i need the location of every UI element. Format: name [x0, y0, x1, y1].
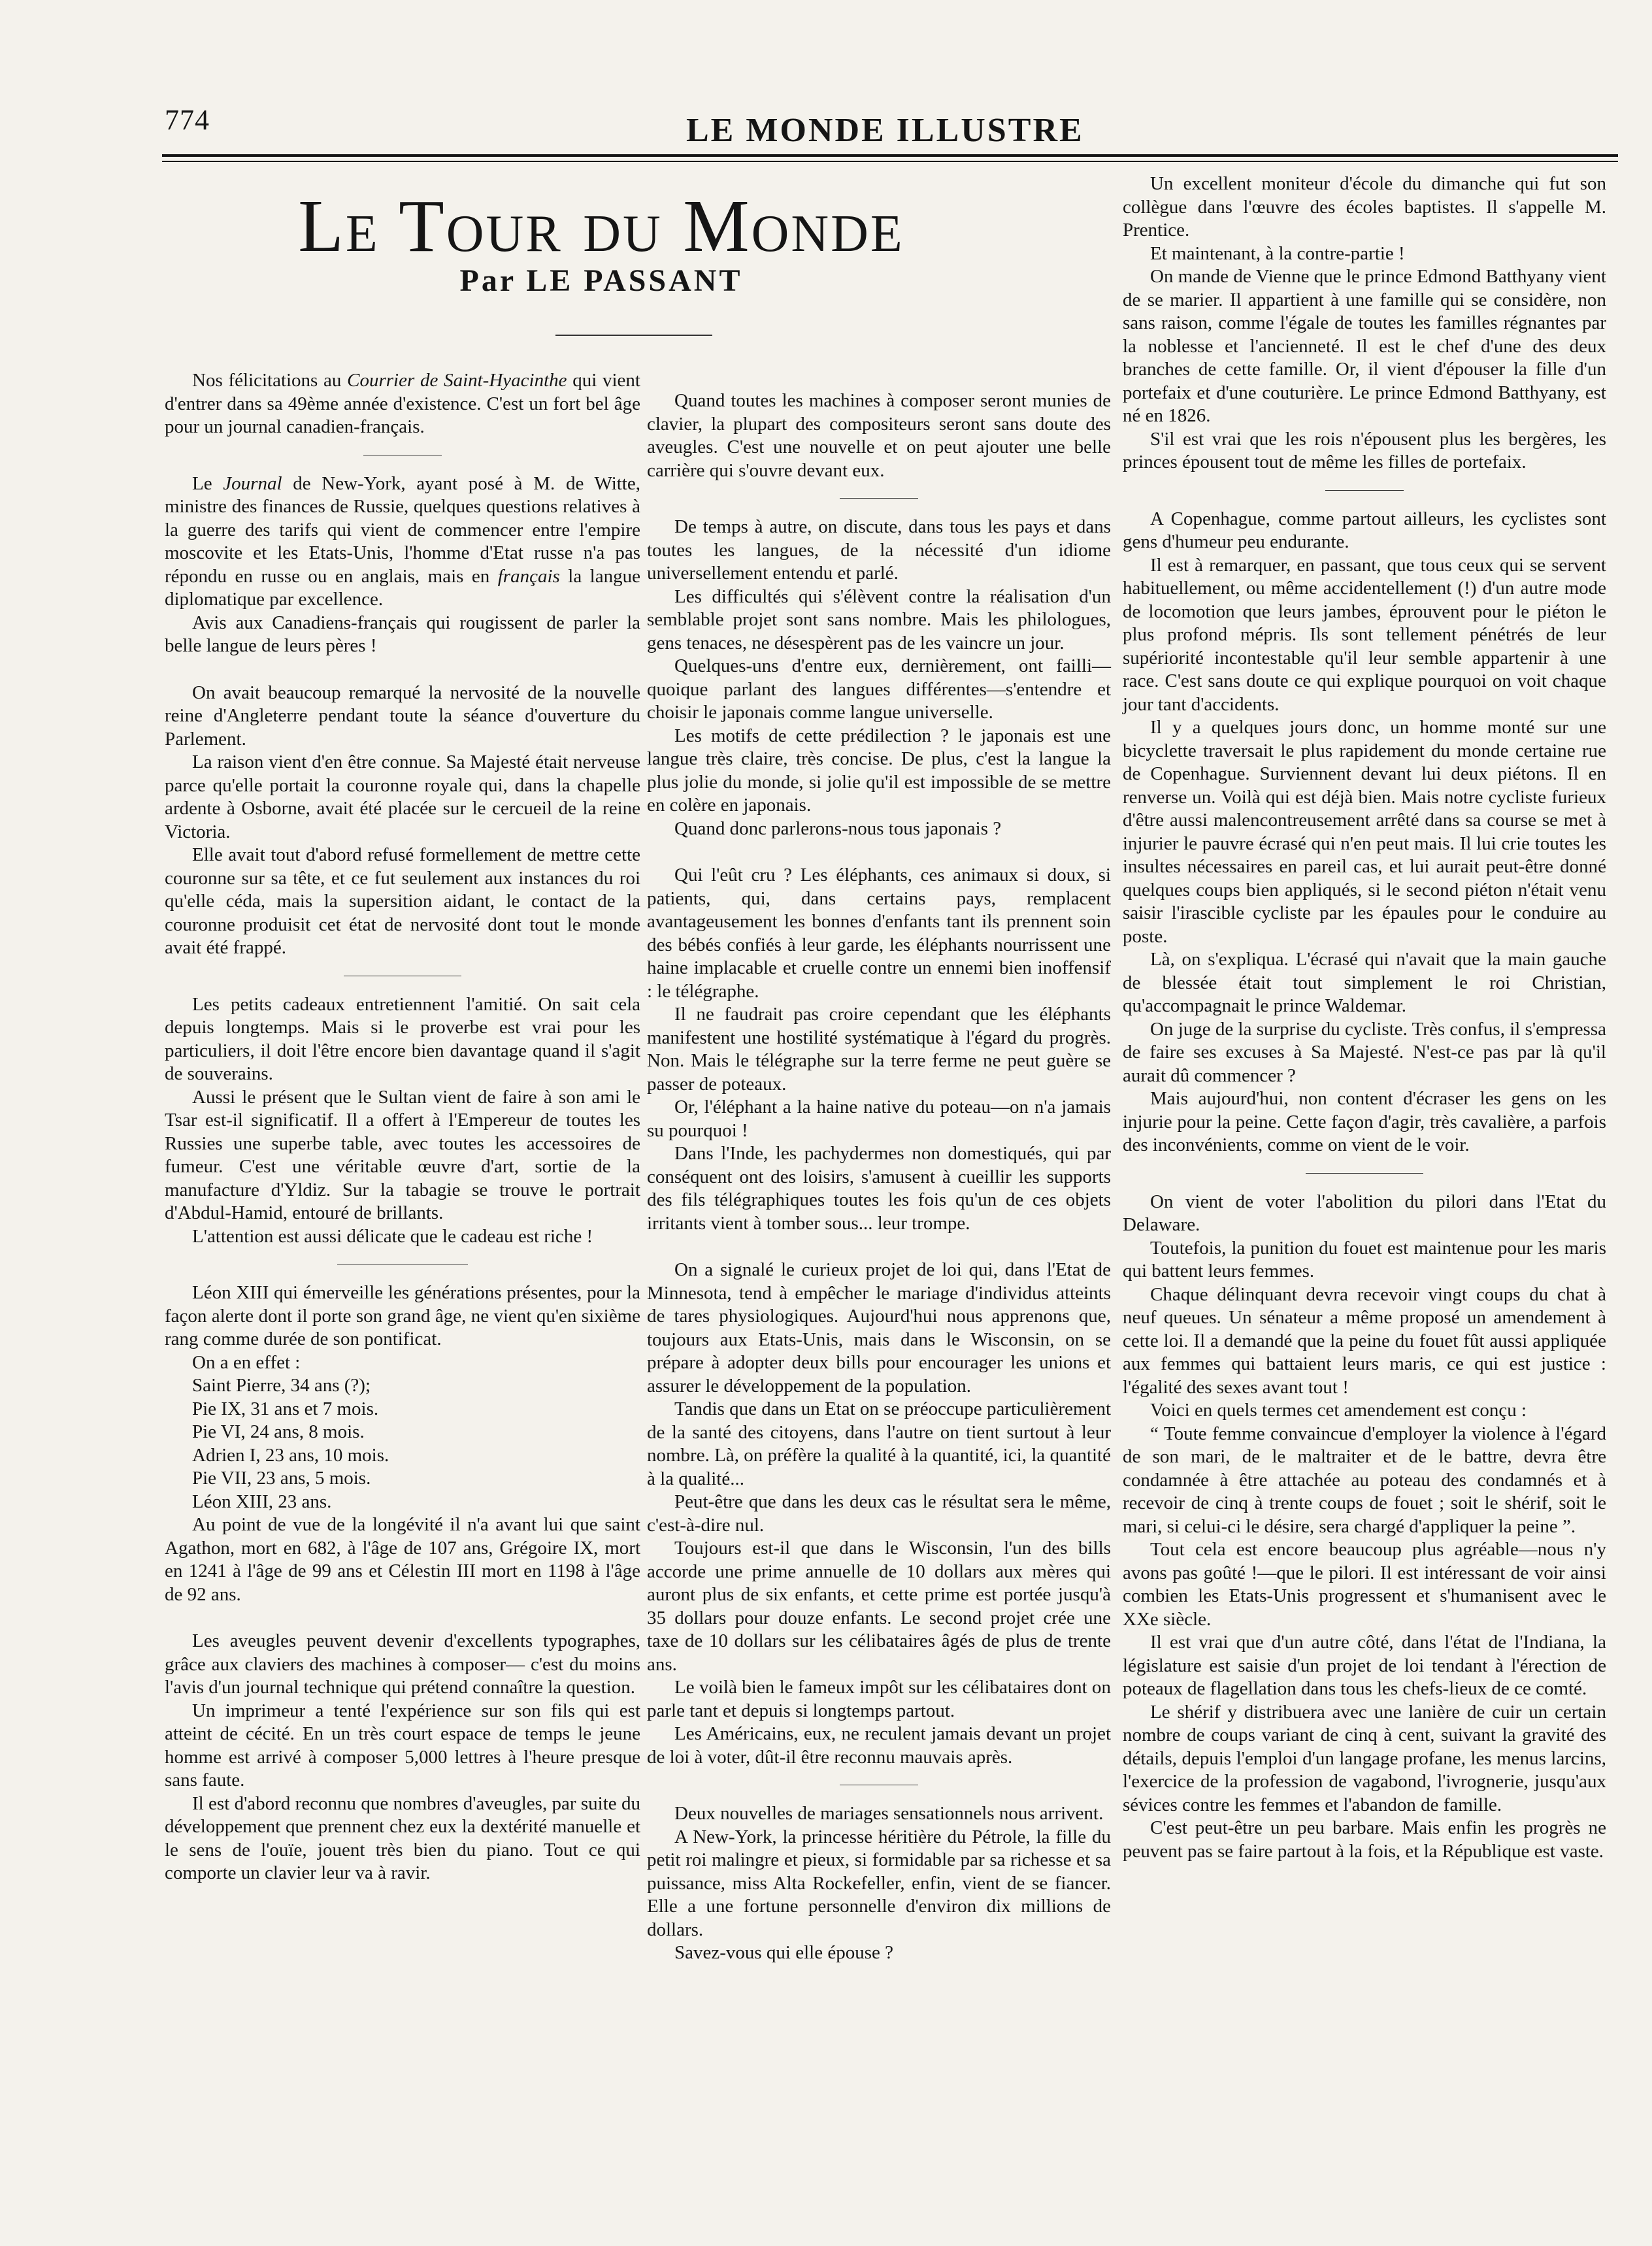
paragraph: C'est peut-être un peu barbare. Mais enfin les progrès ne peuvent pas se faire partout à la fois, et la République est vaste. [1123, 1817, 1606, 1862]
paragraph: On juge de la surprise du cycliste. Très confus, il s'empressa de faire ses excuses à Sa Majesté. N'est-ce pas par là qu'il aurait dû commencer ? [1123, 1018, 1606, 1086]
paragraph: Un imprimeur a tenté l'expérience sur son fils qui est atteint de cécité. En un très court espace de temps le jeune homme est arrivé à composer 5,000 lettres à l'heure presque sans faute. [165, 1700, 640, 1791]
article-byline: Par LE PASSANT [459, 263, 743, 298]
paragraph: Il ne faudrait pas croire cependant que les éléphants manifestent une hostilité systématique à l'égard du progrès. Non. Mais le télégraphe sur la terre ferme ne peut guère se passer de poteaux. [647, 1004, 1111, 1095]
paragraph: L'attention est aussi délicate que le cadeau est riche ! [192, 1225, 593, 1247]
header-rule [162, 154, 1618, 157]
paragraph: Les motifs de cette prédilection ? le japonais est une langue très claire, très concise. De plus, c'est la langue la plus jolie du monde, si jolie qu'il est impossible de se mettre en colère en japonais. [647, 725, 1111, 816]
paragraph: Le Journal de New-York, ayant posé à M. de Witte, ministre des finances de Russie, quelques questions relatives à la guerre des tarifs qui vient de commencer entre l'empire moscovite et les Etats-Unis, l'homme d'Etat russe n'a pas répondu en russe ou en anglais, mais en français la langue diplomatique par excellence. [165, 472, 640, 610]
paragraph: Peut-être que dans les deux cas le résultat sera le même, c'est-à-dire nul. [647, 1491, 1111, 1536]
paragraph: Les petits cadeaux entretiennent l'amitié. On sait cela depuis longtemps. Mais si le proverbe est vrai pour les particuliers, il doit l'être encore bien davantage quand il s'agit de souverains. [165, 993, 640, 1084]
paragraph: Chaque délinquant devra recevoir vingt coups du chat à neuf queues. Un sénateur a même proposé un amendement à cette loi. Il a demandé que la peine du fouet fût aussi appliquée aux femmes qui battaient leurs maris, ce qui est justice : l'égalité des sexes avant tout ! [1123, 1283, 1606, 1398]
paragraph: Toutefois, la punition du fouet est maintenue pour les maris qui battent leurs femmes. [1123, 1237, 1606, 1281]
article-title: Le Tour du Monde [298, 184, 904, 267]
list-item: Pie IX, 31 ans et 7 mois. [192, 1398, 379, 1419]
paragraph: Voici en quels termes cet amendement est conçu : [1150, 1400, 1527, 1421]
paragraph: De temps à autre, on discute, dans tous les pays et dans toutes les langues, de la nécessité d'un idiome universellement entendu et parlé. [647, 516, 1111, 584]
paragraph: A Copenhague, comme partout ailleurs, les cyclistes sont gens d'humeur peu endurante. [1123, 508, 1606, 552]
newspaper-name: Courrier de Saint-Hyacinthe [347, 370, 567, 391]
list-item: Léon XIII, 23 ans. [192, 1491, 332, 1512]
paragraph: A New-York, la princesse héritière du Pétrole, la fille du petit roi malingre et pieux, si formidable par sa richesse et sa puissance, miss Alta Rockefeller, enfin, vient de se fiancer. Elle a une fortune personnelle d'environ dix millions de dollars. [647, 1826, 1111, 1940]
paragraph: Or, l'éléphant a la haine native du poteau—on n'a jamais su pourquoi ! [647, 1097, 1111, 1141]
paragraph: Quand toutes les machines à composer seront munies de clavier, la plupart des compositeurs seront sans doute des aveugles. C'est une nouvelle et on peut ajouter une belle carrière qui s'ouvre devant eux. [647, 390, 1111, 481]
paragraph: Avis aux Canadiens-français qui rougissent de parler la belle langue de leurs pères ! [165, 612, 640, 656]
paragraph: La raison vient d'en être connue. Sa Majesté était nerveuse parce qu'elle portait la couronne royale qui, dans la chapelle ardente à Osborne, avait été placée sur le cercueil de la reine Victoria. [165, 751, 640, 842]
paragraph: On avait beaucoup remarqué la nervosité de la nouvelle reine d'Angleterre pendant toute la séance d'ouverture du Parlement. [165, 682, 640, 750]
paragraph: Et maintenant, à la contre-partie ! [1150, 242, 1405, 264]
paragraph: Quelques-uns d'entre eux, dernièrement, ont failli— quoique parlant des langues différentes—s'entendre et choisir le japonais comme langue universelle. [647, 655, 1111, 723]
page-number: 774 [165, 104, 210, 136]
list-item: Saint Pierre, 34 ans (?); [192, 1375, 371, 1396]
paragraph: On a signalé le curieux projet de loi qui, dans l'Etat de Minnesota, tend à empêcher le mariage d'individus atteints de tares physiologiques. Aujourd'hui nous apprenons que, toujours aux Etats-Unis, mais dans le Wisconsin, on se prépare à adopter deux bills pour encourager les unions et assurer le développement de la population. [647, 1259, 1111, 1396]
paragraph: On a en effet : [192, 1351, 301, 1373]
paragraph: Quand donc parlerons-nous tous japonais ? [674, 817, 1002, 839]
paragraph: Deux nouvelles de mariages sensationnels nous arrivent. [674, 1803, 1104, 1824]
paragraph: On vient de voter l'abolition du pilori dans l'Etat du Delaware. [1123, 1191, 1606, 1235]
section-divider [1325, 490, 1404, 491]
paragraph: Là, on s'expliqua. L'écrasé qui n'avait que la main gauche de blessée était tout simplement le roi Christian, qu'accompagnait le prince Waldemar. [1123, 949, 1606, 1016]
paragraph: Tandis que dans un Etat on se préoccupe particulièrement de la santé des citoyens, dans l'autre on tient surtout à leur nombre. Là, on préfère la qualité à la quantité, ici, la quantité à la qualité... [647, 1398, 1111, 1489]
spacer [165, 658, 640, 682]
paragraph: Le shérif y distribuera avec une lanière de cuir un certain nombre de coups variant de cinq à cent, suivant la gravité des détails, depuis l'emploi d'un langage profane, les menus larcins, l'exercice de la profession de vagabond, l'ivrognerie, jusqu'aux sévices contre les femmes et l'abandon de famille. [1123, 1701, 1606, 1815]
paragraph: Aussi le présent que le Sultan vient de faire à son ami le Tsar est-il significatif. Il a offert à l'Empereur de toutes les Russies une superbe table, avec toutes les accessoires de fumeur. C'est une véritable œuvre d'art, sortie de la manufacture d'Yldiz. Sur la tabagie se trouve le portrait d'Abdul-Hamid, entouré de brillants. [165, 1086, 640, 1223]
paragraph: Qui l'eût cru ? Les éléphants, ces animaux si doux, si patients, qui, dans certains pays, remplacent avantageusement les bonnes d'enfants tant ils prennent soin des bébés confiés à leur garde, les éléphants nourrissent une haine implacable et cruelle contre un ennemi bien inoffensif : le télégraphe. [647, 865, 1111, 1002]
paragraph: Léon XIII qui émerveille les générations présentes, pour la façon alerte dont il porte son grand âge, ne vient qu'en sixième rang comme durée de son pontificat. [165, 1282, 640, 1349]
paragraph: Il est d'abord reconnu que nombres d'aveugles, par suite du développement que prennent chez eux la dextérité manuelle et le sens de l'ouïe, jouent très bien du piano. Tout ce qui comporte un clavier leur va à ravir. [165, 1792, 640, 1883]
list-item: Pie VII, 23 ans, 5 mois. [192, 1468, 371, 1489]
emphasis: français [497, 565, 560, 587]
paragraph: Toujours est-il que dans le Wisconsin, l'un des bills accorde une prime annuelle de 10 dollars aux mères qui auront plus de six enfants, et cette prime est portée jusqu'à 35 dollars pour douze enfants. Le second projet crée une taxe de 10 dollars sur les célibataires âgés de plus de trente ans. [647, 1538, 1111, 1675]
paragraph: Les difficultés qui s'élèvent contre la réalisation d'un semblable projet sont sans nombre. Mais les philologues, gens tenaces, ne désespèrent pas de les vaincre un jour. [647, 586, 1111, 653]
paragraph: Nos félicitations au Courrier de Saint-Hyacinthe qui vient d'entrer dans sa 49ème année d'existence. C'est un fort bel âge pour un journal canadien-français. [165, 370, 640, 437]
paragraph: Il y a quelques jours donc, un homme monté sur une bicyclette traversait le plus rapidement du monde certaine rue de Copenhague. Surviennent devant lui deux piétons. Il en renverse un. Voilà qui est déjà bien. Mais notre cycliste furieux d'être aussi malencontreusement arrêté dans sa course se met à injurier le pauvre écrasé qui n'en peut mais. Il lui crie toutes les insultes nécessaires en pareil cas, et lui aurait peut-être donné quelques coups bien appliqués, si le second piéton n'était venu saisir l'irascible cycliste par les épaules pour le conduire au poste. [1123, 717, 1606, 947]
paragraph: S'il est vrai que les rois n'épousent plus les bergères, les princes épousent tout de même les filles de portefaix. [1123, 428, 1606, 472]
paragraph: Un excellent moniteur d'école du dimanche qui fut son collègue dans l'œuvre des écoles baptistes. Il s'appelle M. Prentice. [1123, 173, 1606, 240]
quotation: “ Toute femme convaincue d'employer la violence à l'égard de son mari, de le maltraiter et de le battre, devra être condamnée à être attachée au poteau des condamnés et à recevoir de cinq à trente coups de fouet ; soit le shérif, soit le mari, si celui-ci le désire, sera chargé d'appliquer la peine ”. [1123, 1423, 1606, 1537]
paragraph: Dans l'Inde, les pachydermes non domestiqués, qui par conséquent ont des loisirs, s'amusent à cueillir les supports des fils télégraphiques toutes les fois qu'un de ces objets irritants vient à tomber sous... leur trompe. [647, 1143, 1111, 1234]
spacer [647, 1235, 1111, 1259]
paragraph: Elle avait tout d'abord refusé formellement de mettre cette couronne sur sa tête, et ce fut seulement aux instances du roi qu'elle céda, mais la supersition aidant, le contact de la couronne produisit cet état de nervosité dont tout le monde avait été frappé. [165, 844, 640, 958]
list-item: Pie VI, 24 ans, 8 mois. [192, 1421, 365, 1442]
running-title: LE MONDE ILLUSTRE [686, 112, 1084, 149]
column-2 [647, 389, 1111, 1965]
header-rule-thin [162, 161, 1618, 162]
list-item: Adrien I, 23 ans, 10 mois. [192, 1444, 389, 1466]
title-divider [555, 335, 712, 336]
paragraph: Le voilà bien le fameux impôt sur les célibataires dont on parle tant et depuis si longtemps partout. [647, 1677, 1111, 1721]
paragraph: Il est à remarquer, en passant, que tous ceux qui se servent habituellement, ou même accidentellement (!) d'un autre mode de locomotion que leurs jambes, éprouvent pour le piéton le plus profond mépris. Ils sont tellement pénétrés de leur supériorité incontestable qu'il leur semble appartenir à une race. C'est sans doute ce qui explique pourquoi on voit chaque jour tant d'accidents. [1123, 554, 1606, 715]
paragraph: Au point de vue de la longévité il n'a avant lui que saint Agathon, mort en 682, à l'âge de 107 ans, Grégoire IX, mort en 1241 à l'âge de 99 ans et Célestin III mort en 1198 à l'âge de 92 ans. [165, 1514, 640, 1605]
section-divider [1306, 1173, 1423, 1174]
column-3 [1123, 173, 1606, 1863]
paragraph: Il est vrai que d'un autre côté, dans l'état de l'Indiana, la législature est saisie d'un projet de loi tendant à l'érection de poteaux de flagellation dans tous les chefs-lieux de ce comté. [1123, 1632, 1606, 1699]
column-1 [165, 369, 640, 1885]
paragraph: Les aveugles peuvent devenir d'excellents typographes, grâce aux claviers des machines à composer— c'est du moins l'avis d'un journal technique qui prétend connaître la question. [165, 1630, 640, 1698]
section-divider [840, 498, 918, 499]
spacer [647, 840, 1111, 864]
paragraph: On mande de Vienne que le prince Edmond Batthyany vient de se marier. Il appartient à une famille qui se considère, non sans raison, comme l'égale de toutes les familles régnantes par la noblesse et l'ancienneté. Il est le chef d'une des deux branches de cette famille. Or, il vient d'épouser la fille d'un portefaix et d'une couturière. Le prince Edmond Batthyany, est né en 1826. [1123, 266, 1606, 426]
spacer [165, 1606, 640, 1630]
paragraph: Mais aujourd'hui, non content d'écraser les gens on les injurie pour la peine. Cette façon d'agir, très cavalière, a parfois des inconvénients, comme on vient de le voir. [1123, 1088, 1606, 1155]
newspaper-name: Journal [223, 472, 282, 494]
paragraph: Tout cela est encore beaucoup plus agréable—nous n'y avons pas goûté !—que le pilori. Il est intéressant de voir ainsi combien les Etats-Unis progressent et s'humanisent avec le XXe siècle. [1123, 1539, 1606, 1630]
paragraph: Les Américains, eux, ne reculent jamais devant un projet de loi à voter, dût-il être reconnu mauvais après. [647, 1723, 1111, 1768]
paragraph: Savez-vous qui elle épouse ? [674, 1942, 894, 1963]
